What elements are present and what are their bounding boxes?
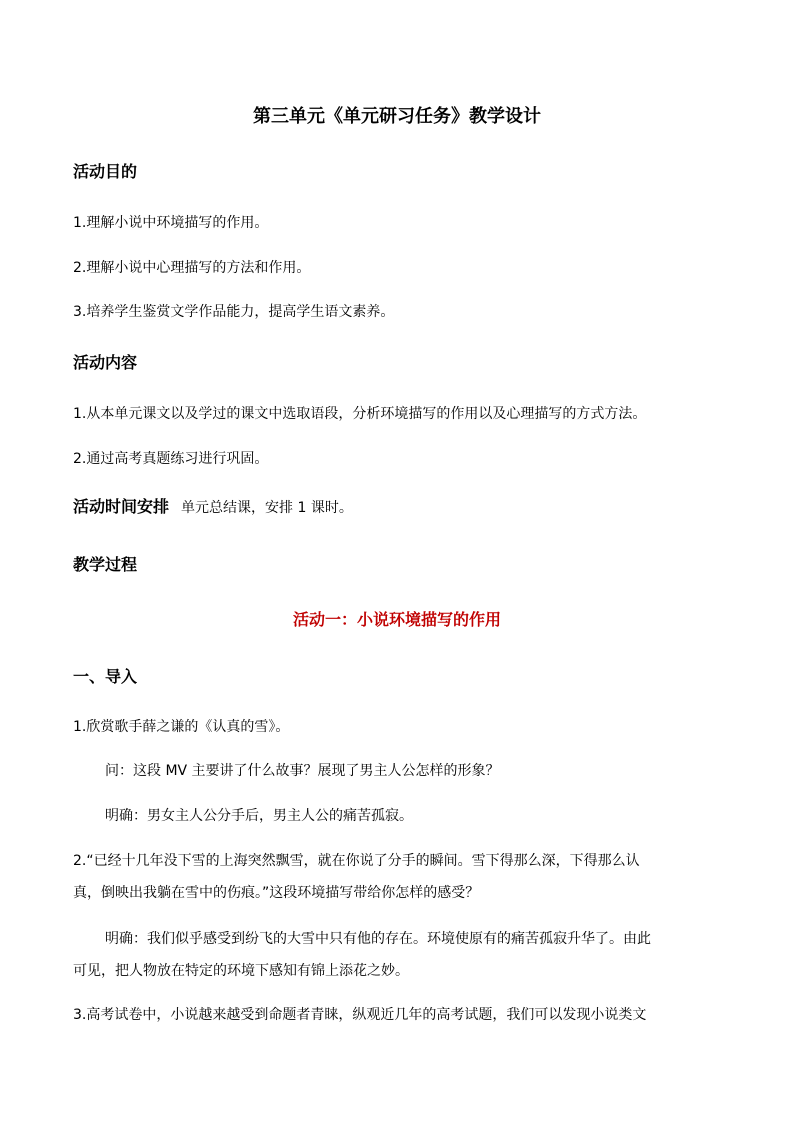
- paragraph-2-line-2: 真，倒映出我躺在雪中的伤痕。”这段环境描写带给你怎样的感受？: [73, 885, 480, 901]
- content-heading: 活动内容: [73, 353, 138, 372]
- goal-item-3: 3.培养学生鉴赏文学作品能力，提高学生语文素养。: [73, 304, 395, 320]
- process-heading: 教学过程: [73, 555, 138, 574]
- question-line: 问：这段 MV 主要讲了什么故事？展现了男主人公怎样的形象？: [105, 763, 500, 779]
- answer-line-1: 明确：男女主人公分手后，男主人公的痛苦孤寂。: [105, 808, 413, 824]
- answer-2-line-2: 可见，把人物放在特定的环境下感知有锦上添花之妙。: [73, 963, 409, 979]
- schedule-text: 单元总结课，安排 1 课时。: [181, 500, 353, 516]
- paragraph-3-line-1: 3.高考试卷中，小说越来越受到命题者青睐，纵观近几年的高考试题，我们可以发现小说类文: [73, 1007, 647, 1023]
- paragraph-1: 1.欣赏歌手薛之谦的《认真的雪》。: [73, 719, 290, 735]
- schedule-label: 活动时间安排: [73, 497, 170, 516]
- document-title: 第三单元《单元研习任务》教学设计: [253, 106, 541, 127]
- answer-2-line-1: 明确：我们似乎感受到纷飞的大雪中只有他的存在。环境使原有的痛苦孤寂升华了。由此: [105, 931, 651, 947]
- content-item-2: 2.通过高考真题练习进行巩固。: [73, 451, 269, 467]
- paragraph-2-line-1: 2.“已经十几年没下雪的上海突然飘雪，就在你说了分手的瞬间。雪下得那么深，下得那么认: [73, 853, 640, 869]
- goal-item-2: 2.理解小说中心理描写的方法和作用。: [73, 260, 311, 276]
- goals-heading: 活动目的: [73, 162, 138, 181]
- content-item-1: 1.从本单元课文以及学过的课文中选取语段，分析环境描写的作用以及心理描写的方式方法。: [73, 406, 647, 422]
- intro-subheading: 一、导入: [73, 667, 138, 686]
- goal-item-1: 1.理解小说中环境描写的作用。: [73, 215, 269, 231]
- schedule-line: [73, 497, 353, 518]
- activity-title: 活动一：小说环境描写的作用: [292, 610, 501, 629]
